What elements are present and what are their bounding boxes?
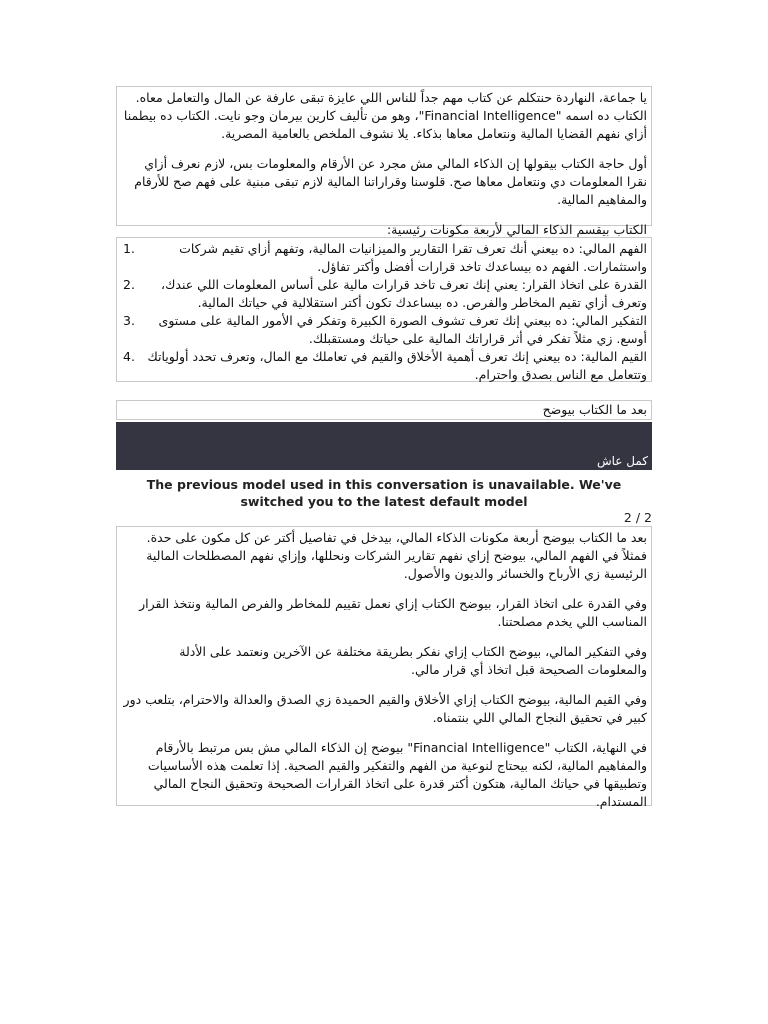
intro-paragraph-2: أول حاجة الكتاب بيقولها إن الذكاء المالي مش مجرد عن الأرقام والمعلومات بس، لازم نعرف أزاي نقرا المعلومات دي ونتعامل معاها صح. قلوسنا وقراراتنا المالية لازم تبقى مبنية على فهم صح للأرقام والمفاهيم المالية. — [134, 156, 647, 207]
response-pager[interactable]: 2 / 2 — [623, 510, 652, 525]
model-switch-notice: The previous model used in this conversation is unavailable. We've switched you to the latest default model — [146, 477, 622, 509]
list-item-text: القدرة على اتخاذ القرار: يعني إنك تعرف تاخد قرارات مالية على أساس المعلومات اللي عندك، وتعرف أزاي تقيم المخاطر والفرص. ده بيساعدك تكون أكتر استقلالية في حياتك المالية. — [161, 277, 647, 310]
followup-message: بعد ما الكتاب بيوضح — [116, 400, 652, 420]
answer-paragraph-5: في النهاية، الكتاب "Financial Intelligence" بيوضح إن الذكاء المالي مش بس مرتبط بالأرقام والمفاهيم المالية، لكنه بيحتاج لنوعية من الفهم والتفكير والقيم الصحية. إذا تعلمت هذه الأساسيات وتطبيقها في حياتك المالية، هتكون أكتر قدرة على اتخاذ القرارات الصحيحة وتحقيق النجاح المالي المستدام. — [147, 740, 647, 809]
user-prompt-block — [116, 86, 652, 237]
list-item — [121, 276, 647, 312]
list-item — [121, 348, 647, 384]
components-list — [121, 240, 647, 384]
answer-paragraph-1: بعد ما الكتاب بيوضح أربعة مكونات الذكاء المالي، بيدخل في تفاصيل أكتر عن كل مكون على حدة. فمثلاً في الفهم المالي، بيوضح إزاي نفهم تقارير الشركات ونحللها، وإزاي نفهم المصطلحات المالية الرئيسية زي الأرباح والخسائر والديون والأصول. — [146, 530, 647, 581]
list-number: 1. — [123, 241, 135, 256]
list-item — [121, 312, 647, 348]
intro-paragraph-3: الكتاب بيقسم الذكاء المالي لأربعة مكونات رئيسية: — [386, 222, 647, 237]
answer-paragraph-4: وفي القيم المالية، بيوضح الكتاب إزاي الأخلاق والقيم الحميدة زي الصدق والعدالة والاحترام، بتلعب دور كبير في تحقيق النجاح المالي اللي بنتمناه. — [123, 692, 647, 725]
continue-prompt-text: كمل عاش — [596, 454, 648, 468]
answer-paragraph-2: وفي القدرة على اتخاذ القرار، بيوضح الكتاب إزاي نعمل تقييم للمخاطر والفرص المالية ونتخذ القرار المناسب اللي يخدم مصلحتنا. — [139, 596, 647, 629]
assistant-response-block — [116, 526, 652, 809]
list-item-text: التفكير المالي: ده بيعني إنك تعرف تشوف الصورة الكبيرة وتفكر في الأمور المالية على مستوى أوسع. زي مثلاً تفكر في أثر قراراتك المالية على حياتك ومستقبلك. — [158, 313, 647, 346]
intro-paragraph-1: يا جماعة، النهاردة حنتكلم عن كتاب مهم جداً للناس اللي عايزة تبقى عارفة عن المال والتعامل معاه. الكتاب ده اسمه "Financial Intelligence"، وهو من تأليف كارين بيرمان وجو نايت. الكتاب ده بيطمنا أزاي نفهم القضايا المالية ونتعامل معاها بذكاء. يلا نشوف الملخص بالعامية المصرية. — [123, 90, 647, 141]
continue-prompt-bar[interactable] — [116, 422, 652, 470]
list-number: 2. — [123, 277, 135, 292]
answer-paragraph-3: وفي التفكير المالي، بيوضح الكتاب إزاي نفكر بطريقة مختلفة عن الآخرين ونعتمد على الأدلة والمعلومات الصحيحة قبل اتخاذ أي قرار مالي. — [179, 644, 647, 677]
list-number: 4. — [123, 349, 135, 364]
components-list-block — [116, 237, 652, 382]
list-number: 3. — [123, 313, 135, 328]
list-item-text: الفهم المالي: ده بيعني أنك تعرف تقرا التقارير والميزانيات المالية، وتفهم أزاي تقيم شركات واستثمارات. الفهم ده بيساعدك تاخد قرارات أفضل وأكتر تفاؤل. — [179, 241, 647, 274]
list-item — [121, 240, 647, 276]
list-item-text: القيم المالية: ده بيعني إنك تعرف أهمية الأخلاق والقيم في تعاملك مع المال، وتعرف تحدد أولوياتك وتتعامل مع الناس بصدق واحترام. — [147, 349, 647, 382]
